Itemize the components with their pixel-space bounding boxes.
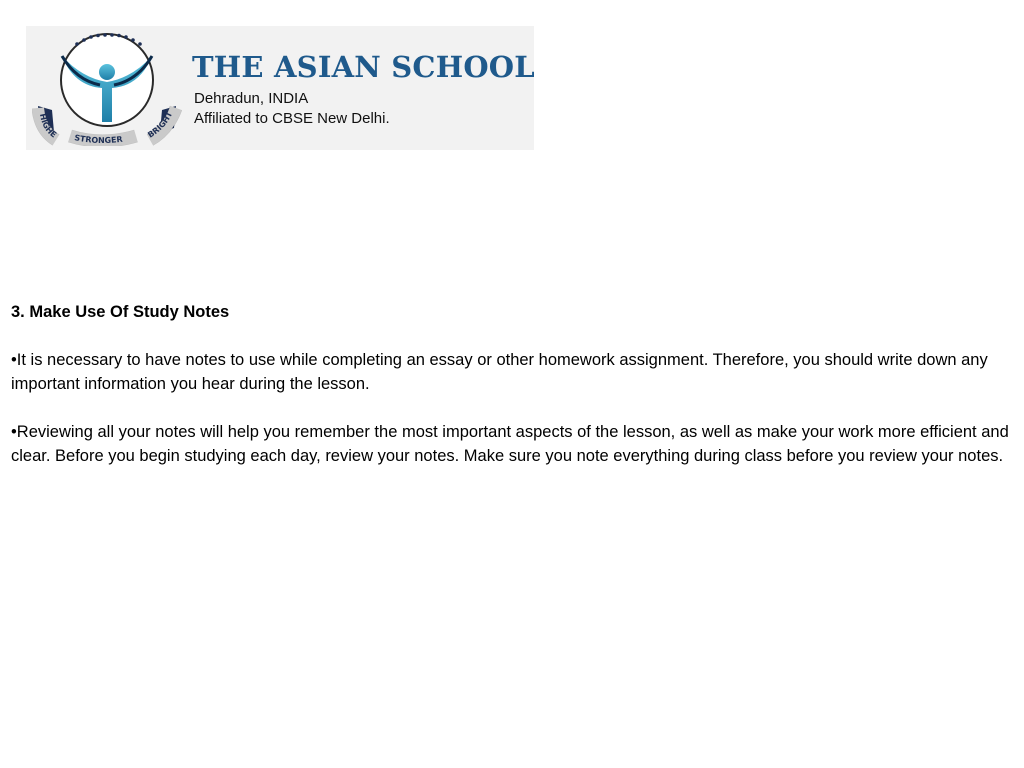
motto-left-text: HIGHE bbox=[37, 112, 59, 140]
section-heading: 3. Make Use Of Study Notes bbox=[11, 303, 230, 321]
school-header-banner bbox=[26, 26, 534, 150]
school-location: Dehradun, INDIA bbox=[194, 90, 309, 107]
slide-content bbox=[11, 300, 1016, 492]
school-affiliation: Affiliated to CBSE New Delhi. bbox=[194, 110, 390, 127]
school-emblem-icon bbox=[32, 30, 182, 146]
motto-right-text: BRIGHT bbox=[146, 110, 175, 140]
school-name: THE ASIAN SCHOOL bbox=[192, 50, 535, 84]
bullet-paragraph: •Reviewing all your notes will help you remember the most important aspects of the lesson, as well as make your work more efficient and clear. Before you begin studying each day, review your notes. Make sure you note everything during class before you review your notes. bbox=[11, 423, 1009, 465]
motto-center-text: STRONGER bbox=[73, 133, 124, 146]
bullet-paragraph: •It is necessary to have notes to use while completing an essay or other homework assignment. Therefore, you should write down any important information you hear during the lesson. bbox=[11, 351, 988, 393]
